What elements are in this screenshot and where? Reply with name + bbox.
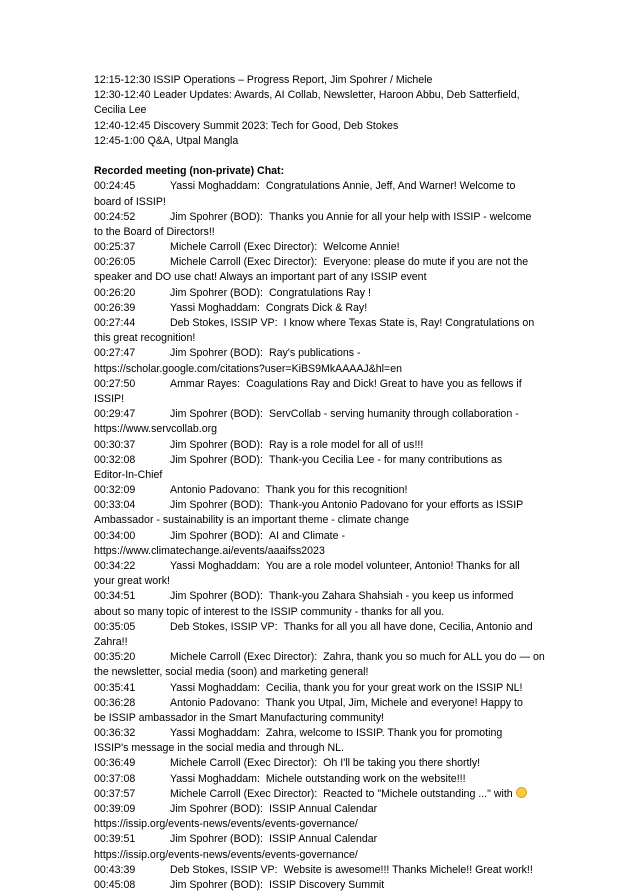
- chat-sender: Michele Carroll (Exec Director):: [170, 241, 318, 254]
- chat-timestamp: 00:35:05: [94, 620, 136, 633]
- chat-timestamp: 00:29:47: [94, 408, 136, 421]
- chat-timestamp: 00:32:08: [94, 453, 136, 466]
- chat-message: Thank you Utpal, Jim, Michele and everyone! Happy to: [265, 696, 523, 709]
- chat-message: ServCollab - serving humanity through collaboration -: [269, 408, 519, 421]
- chat-message-continuation: about so many topic of interest to the ISSIP community - thanks for all you.: [94, 605, 445, 618]
- chat-entry: [94, 498, 564, 528]
- chat-entry: [94, 589, 564, 619]
- chat-entry-first-line: [94, 240, 564, 255]
- chat-message: Reacted to "Michele outstanding ..." with: [323, 787, 513, 800]
- chat-timestamp: 00:45:08: [94, 878, 136, 891]
- chat-message: Everyone: please do mute if you are not the: [323, 256, 529, 269]
- agenda-line: Cecilia Lee: [94, 104, 147, 117]
- chat-timestamp: 00:36:49: [94, 757, 136, 770]
- chat-message-continuation: your great work!: [94, 575, 170, 588]
- chat-timestamp: 00:37:57: [94, 787, 136, 800]
- chat-sender: Deb Stokes, ISSIP VP:: [170, 317, 278, 329]
- chat-sender: Yassi Moghaddam:: [170, 301, 260, 314]
- chat-sender: Michele Carroll (Exec Director):: [170, 757, 318, 770]
- chat-sender: Jim Spohrer (BOD):: [170, 408, 264, 421]
- chat-entry-first-line: [94, 438, 564, 453]
- chat-entry-first-line: [94, 832, 564, 847]
- chat-sender: Antonio Padovano:: [170, 696, 260, 709]
- chat-entry-first-line: [94, 179, 564, 194]
- chat-message: Thanks you Annie for all your help with ISSIP - welcome: [269, 210, 532, 223]
- chat-timestamp: 00:34:22: [94, 560, 136, 572]
- chat-message: Ray is a role model for all of us!!!: [269, 438, 424, 451]
- chat-sender: Michele Carroll (Exec Director):: [170, 256, 318, 269]
- chat-entry-first-line: [94, 255, 564, 270]
- chat-message: Website is awesome!!! Thanks Michele!! Great work!!: [283, 863, 533, 876]
- chat-entry: [94, 240, 564, 255]
- agenda: [94, 73, 564, 149]
- chat-sender: Jim Spohrer (BOD):: [170, 590, 264, 603]
- chat-message-continuation: ISSIP!: [94, 392, 125, 405]
- spacer: [94, 149, 564, 164]
- chat-message: Congrats Dick & Ray!: [265, 301, 368, 314]
- chat-message: Congratulations Ray !: [269, 286, 371, 299]
- document-page: [94, 73, 564, 893]
- chat-timestamp: 00:37:08: [94, 772, 136, 785]
- chat-message-continuation: the newsletter, social media (soon) and marketing general!: [94, 666, 369, 679]
- chat-sender: Michele Carroll (Exec Director):: [170, 651, 318, 664]
- chat-entry: [94, 377, 564, 407]
- chat-entry-first-line: [94, 316, 564, 331]
- chat-message: Thank-you Antonio Padovano for your efforts as ISSIP: [269, 499, 524, 512]
- chat-timestamp: 00:24:52: [94, 210, 136, 223]
- agenda-line: 12:15-12:30 ISSIP Operations – Progress Report, Jim Spohrer / Michele: [94, 74, 433, 86]
- chat-message-continuation: ISSIP's message in the social media and through NL.: [94, 742, 344, 755]
- chat-entry-first-line: [94, 726, 564, 741]
- chat-entry-first-line: [94, 301, 564, 316]
- chat-timestamp: 00:36:28: [94, 696, 136, 709]
- chat-message: AI and Climate -: [269, 529, 345, 542]
- chat-entry-first-line: [94, 863, 564, 878]
- agenda-line: 12:40-12:45 Discovery Summit 2023: Tech for Good, Deb Stokes: [94, 119, 399, 132]
- chat-entry-first-line: [94, 787, 564, 802]
- chat-entry-first-line: [94, 802, 564, 817]
- chat-entry: [94, 346, 564, 376]
- chat-message: Cecilia, thank you for your great work on the ISSIP NL!: [265, 681, 523, 694]
- chat-message-continuation: Ambassador - sustainability is an important theme - climate change: [94, 514, 410, 527]
- chat-message: Thank-you Cecilia Lee - for many contributions as: [269, 453, 503, 466]
- chat-message: Thanks for all you all have done, Cecilia, Antonio and: [283, 620, 533, 633]
- chat-entry-first-line: [94, 210, 564, 225]
- chat-sender: Yassi Moghaddam:: [170, 727, 260, 740]
- chat-entry: [94, 407, 564, 437]
- chat-sender: Jim Spohrer (BOD):: [170, 210, 264, 223]
- chat-entry: [94, 210, 564, 240]
- chat-message-continuation: https://www.climatechange.ai/events/aaaifss2023: [94, 544, 325, 557]
- chat-timestamp: 00:36:32: [94, 727, 136, 740]
- chat-entry: [94, 179, 564, 209]
- chat-sender: Jim Spohrer (BOD):: [170, 438, 264, 451]
- chat-timestamp: 00:25:37: [94, 241, 136, 254]
- chat-timestamp: 00:30:37: [94, 438, 136, 451]
- chat-entry-first-line: [94, 286, 564, 301]
- chat-message-continuation: Editor-In-Chief: [94, 468, 163, 481]
- chat-sender: Ammar Rayes:: [170, 377, 241, 390]
- chat-entry-first-line: [94, 453, 564, 468]
- chat-entry: [94, 696, 564, 726]
- agenda-line: 12:30-12:40 Leader Updates: Awards, AI Collab, Newsletter, Haroon Abbu, Deb Satterfield,: [94, 89, 520, 102]
- chat-timestamp: 00:26:05: [94, 256, 136, 269]
- chat-entry: [94, 286, 564, 301]
- chat-entry: [94, 802, 564, 832]
- chat-message: Zahra, thank you so much for ALL you do — on: [323, 651, 545, 664]
- chat-entry: [94, 787, 564, 802]
- chat-entry-first-line: [94, 377, 564, 392]
- chat-message: Michele outstanding work on the website!!!: [265, 772, 466, 785]
- chat-entry: [94, 316, 564, 346]
- chat-message: Zahra, welcome to ISSIP. Thank you for promoting: [265, 727, 503, 740]
- chat-timestamp: 00:39:51: [94, 833, 136, 846]
- chat-message: I know where Texas State is, Ray! Congratulations on: [283, 317, 535, 329]
- chat-sender: Jim Spohrer (BOD):: [170, 286, 264, 299]
- chat-entry-first-line: [94, 681, 564, 696]
- chat-entry: [94, 529, 564, 559]
- chat-message: ISSIP Annual Calendar: [269, 803, 378, 815]
- chat-entry-first-line: [94, 696, 564, 711]
- chat-message: Welcome Annie!: [323, 241, 400, 254]
- chat-timestamp: 00:35:41: [94, 681, 136, 694]
- chat-timestamp: 00:27:44: [94, 317, 136, 329]
- chat-sender: Michele Carroll (Exec Director):: [170, 787, 318, 800]
- chat-sender: Antonio Padovano:: [170, 484, 260, 497]
- chat-entry-first-line: [94, 756, 564, 771]
- chat-timestamp: 00:35:20: [94, 651, 136, 664]
- chat-sender: Jim Spohrer (BOD):: [170, 499, 264, 512]
- chat-sender: Yassi Moghaddam:: [170, 560, 260, 572]
- chat-timestamp: 00:27:50: [94, 377, 136, 390]
- chat-log: [94, 179, 564, 893]
- chat-entry: [94, 559, 564, 589]
- chat-entry: [94, 255, 564, 285]
- agenda-line: 12:45-1:00 Q&A, Utpal Mangla: [94, 134, 239, 147]
- chat-entry-first-line: [94, 650, 564, 665]
- chat-entry: [94, 726, 564, 756]
- chat-timestamp: 00:43:39: [94, 863, 136, 876]
- chat-message-continuation: https://issip.org/events-news/events/events-governance/: [94, 848, 358, 861]
- chat-entry-first-line: [94, 620, 564, 635]
- chat-message-continuation: https://www.servcollab.org: [94, 423, 218, 436]
- chat-sender: Deb Stokes, ISSIP VP:: [170, 863, 278, 876]
- chat-sender: Jim Spohrer (BOD):: [170, 347, 264, 360]
- chat-message: Congratulations Annie, Jeff, And Warner! Welcome to: [265, 180, 516, 193]
- chat-message: Coagulations Ray and Dick! Great to have you as fellows if: [246, 377, 522, 390]
- chat-entry-first-line: [94, 559, 564, 574]
- chat-entry-first-line: [94, 346, 564, 361]
- chat-sender: Jim Spohrer (BOD):: [170, 453, 264, 466]
- chat-entry: [94, 878, 564, 893]
- chat-entry-first-line: [94, 589, 564, 604]
- chat-sender: Jim Spohrer (BOD):: [170, 529, 264, 542]
- chat-message: Thank-you Zahara Shahsiah - you keep us informed: [269, 590, 514, 603]
- chat-entry: [94, 772, 564, 787]
- chat-entry: [94, 438, 564, 453]
- chat-timestamp: 00:26:39: [94, 301, 136, 314]
- chat-entry: [94, 863, 564, 878]
- chat-message: Ray's publications -: [269, 347, 361, 360]
- chat-sender: Yassi Moghaddam:: [170, 772, 260, 785]
- chat-message: ISSIP Discovery Summit: [269, 878, 385, 891]
- chat-entry-first-line: [94, 498, 564, 513]
- chat-timestamp: 00:32:09: [94, 484, 136, 497]
- chat-entry-first-line: [94, 407, 564, 422]
- chat-sender: Jim Spohrer (BOD):: [170, 878, 264, 891]
- chat-sender: Deb Stokes, ISSIP VP:: [170, 620, 278, 633]
- chat-entry: [94, 453, 564, 483]
- chat-entry: [94, 681, 564, 696]
- chat-message-continuation: Zahra!!: [94, 635, 128, 648]
- chat-entry-first-line: [94, 529, 564, 544]
- chat-entry: [94, 301, 564, 316]
- chat-entry-first-line: [94, 878, 564, 893]
- chat-entry: [94, 756, 564, 771]
- chat-sender: Yassi Moghaddam:: [170, 180, 260, 193]
- chat-message-continuation: speaker and DO use chat! Always an important part of any ISSIP event: [94, 271, 427, 284]
- chat-message-continuation: this great recognition!: [94, 332, 196, 345]
- chat-timestamp: 00:26:20: [94, 286, 136, 299]
- chat-message: You are a role model volunteer, Antonio! Thanks for all: [265, 560, 520, 572]
- chat-entry-first-line: [94, 483, 564, 498]
- chat-entry: [94, 620, 564, 650]
- chat-message-continuation: board of ISSIP!: [94, 195, 166, 208]
- chat-message: Thank you for this recognition!: [265, 484, 408, 497]
- chat-timestamp: 00:24:45: [94, 180, 136, 193]
- chat-message-continuation: to the Board of Directors!!: [94, 225, 215, 238]
- chat-heading: Recorded meeting (non-private) Chat:: [94, 165, 285, 178]
- chat-sender: Jim Spohrer (BOD):: [170, 803, 264, 815]
- chat-message-continuation: https://scholar.google.com/citations?user=KiBS9MkAAAAJ&hl=en: [94, 362, 402, 375]
- chat-message: ISSIP Annual Calendar: [269, 833, 378, 846]
- chat-timestamp: 00:34:00: [94, 529, 136, 542]
- chat-entry: [94, 650, 564, 680]
- chat-timestamp: 00:27:47: [94, 347, 136, 360]
- chat-timestamp: 00:34:51: [94, 590, 136, 603]
- chat-sender: Yassi Moghaddam:: [170, 681, 260, 694]
- smiling-face-icon: [516, 787, 527, 798]
- chat-message: Oh I'll be taking you there shortly!: [323, 757, 481, 770]
- chat-entry: [94, 832, 564, 862]
- chat-entry: [94, 483, 564, 498]
- chat-entry-first-line: [94, 772, 564, 787]
- chat-timestamp: 00:39:09: [94, 803, 136, 815]
- chat-sender: Jim Spohrer (BOD):: [170, 833, 264, 846]
- chat-timestamp: 00:33:04: [94, 499, 136, 512]
- chat-message-continuation: https://issip.org/events-news/events/events-governance/: [94, 818, 358, 831]
- chat-message-continuation: be ISSIP ambassador in the Smart Manufacturing community!: [94, 711, 385, 724]
